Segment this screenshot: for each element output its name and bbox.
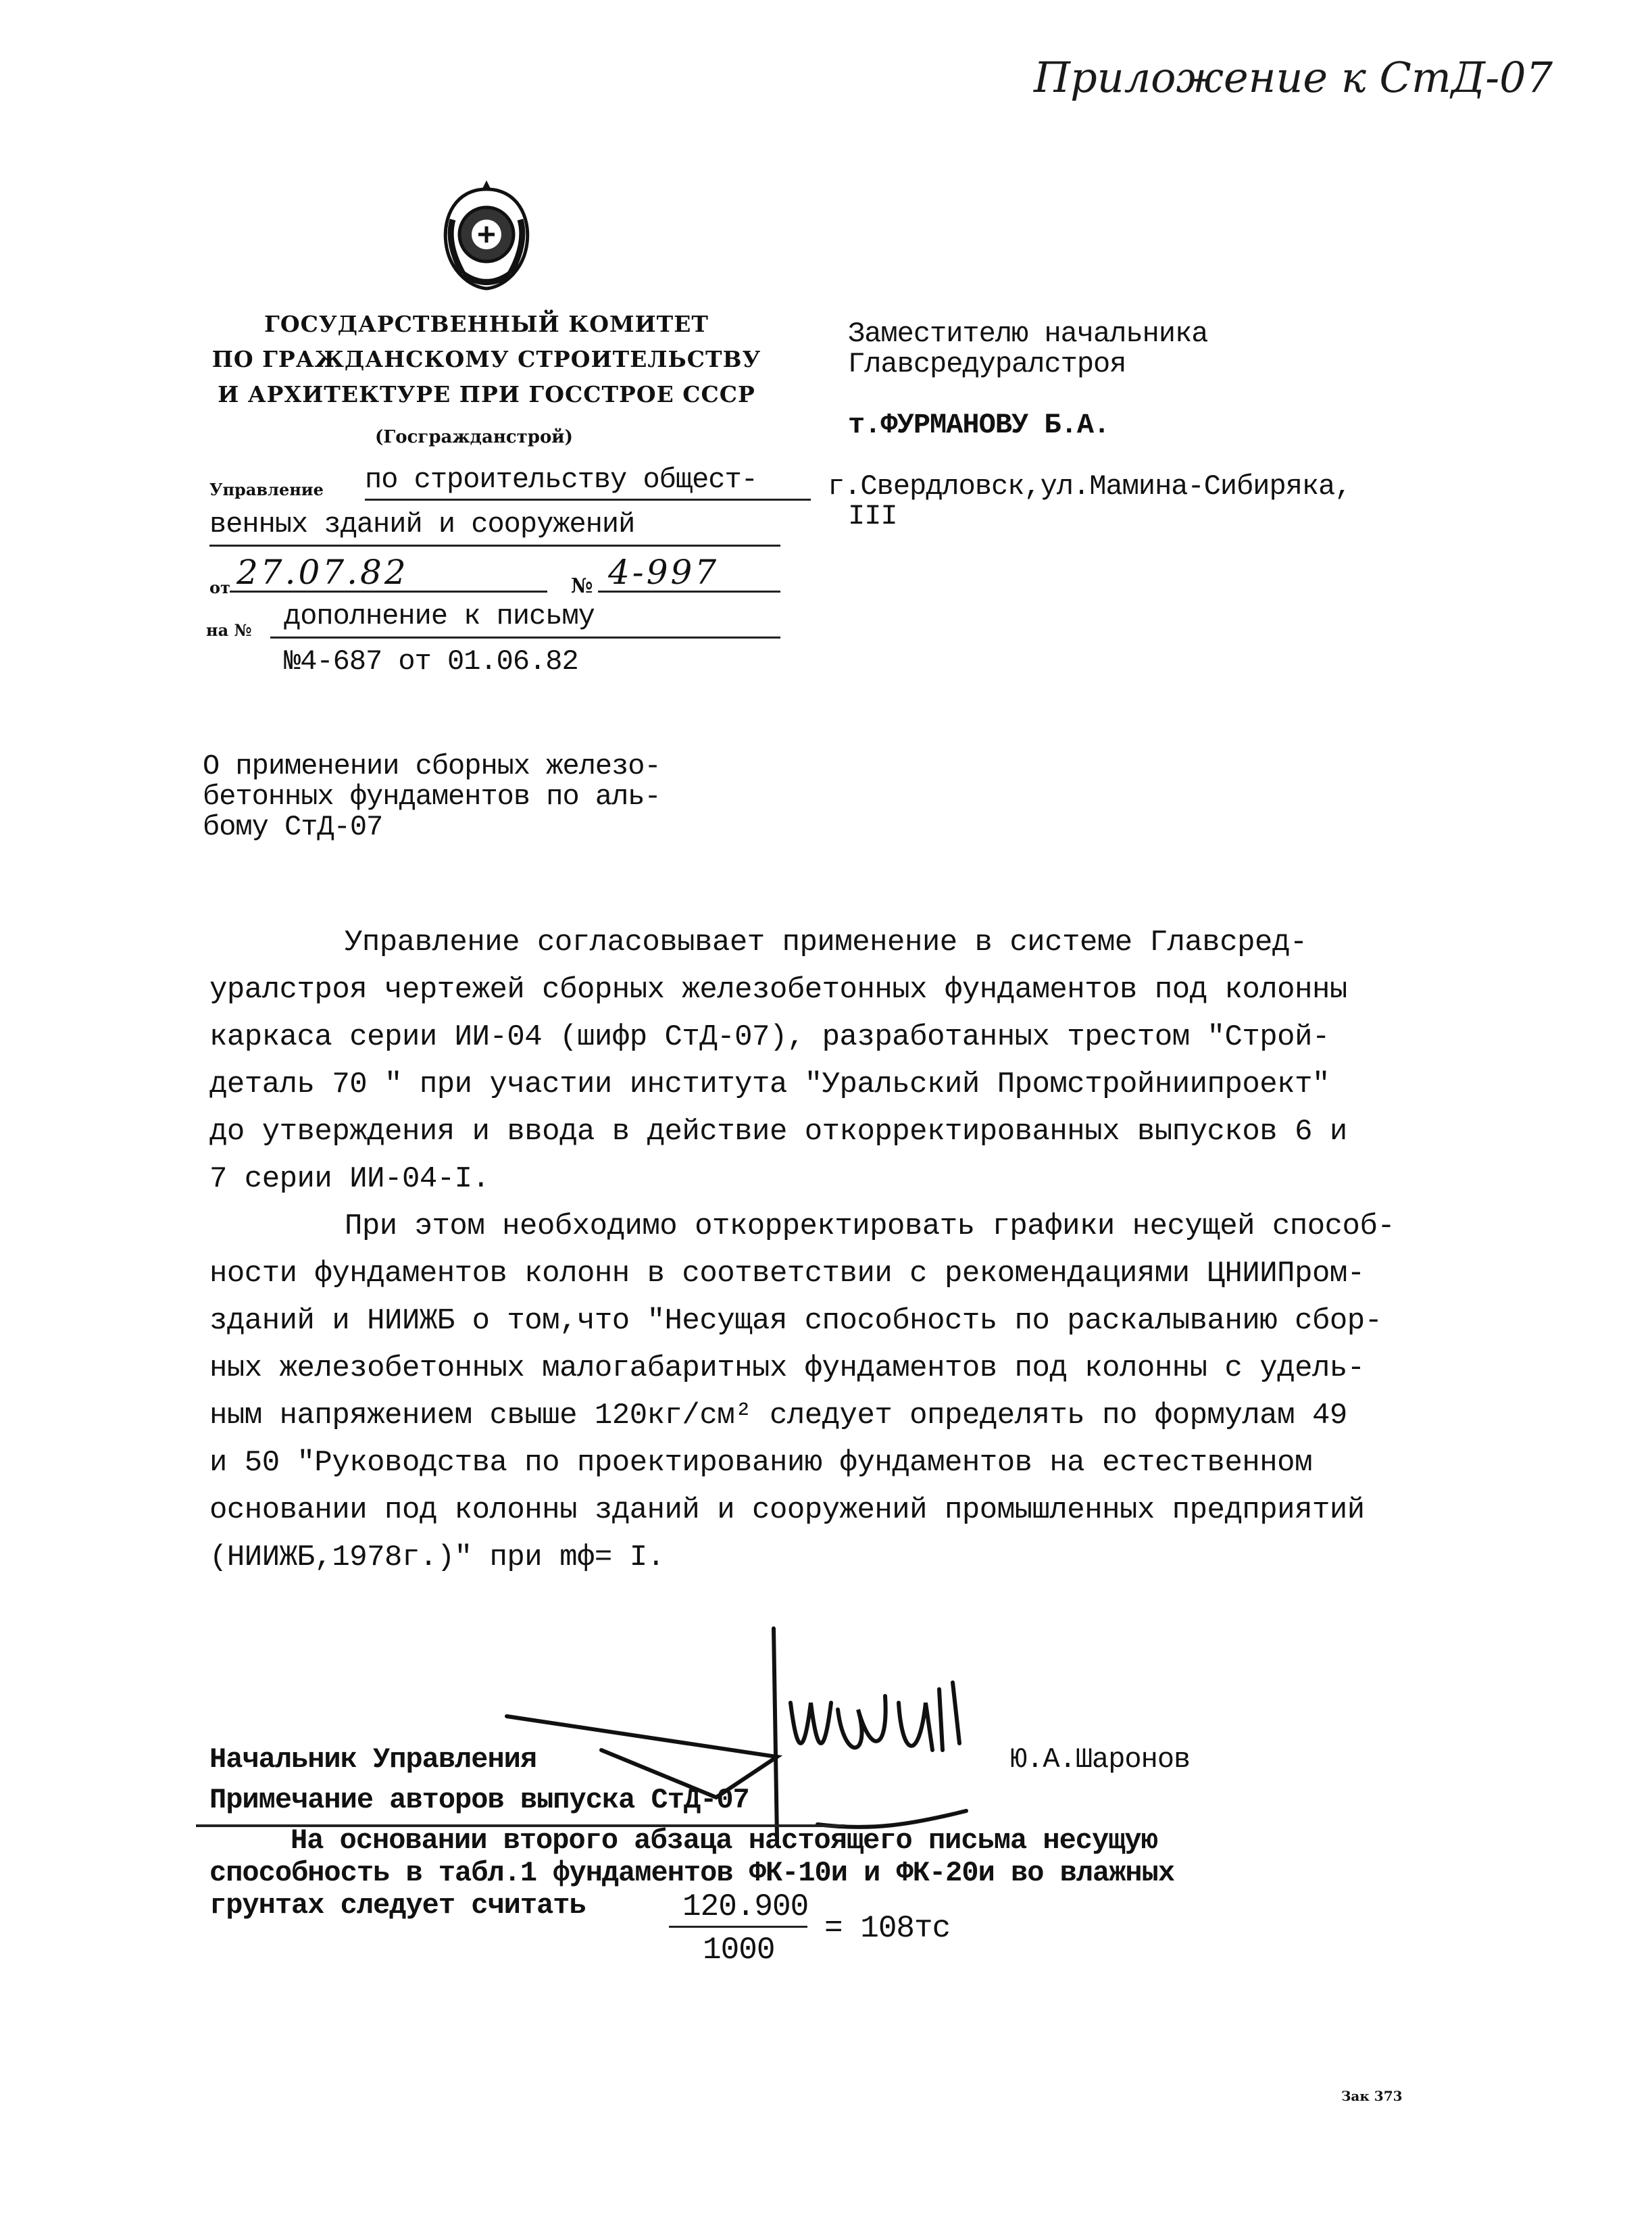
recipient-name: т.ФУРМАНОВУ Б.А. <box>848 409 1110 441</box>
subject-line-2: бетонных фундаментов по аль- <box>203 780 661 813</box>
body-line: 7 серии ИИ-04-I. <box>209 1162 490 1196</box>
body-line: до утверждения и ввода в действие откорректированных выпусков 6 и <box>209 1115 1347 1149</box>
department-line-2: венных зданий и сооружений <box>209 508 635 541</box>
reply-line-2: №4-687 от 01.06.82 <box>284 645 578 678</box>
body-line: деталь 70 " при участии института "Уральский Промстройниипроект" <box>209 1068 1330 1101</box>
recipient-address-1: г.Свердловск,ул.Мамина-Сибиряка, <box>828 470 1351 503</box>
date-underline <box>230 591 547 593</box>
letter-number: 4-997 <box>608 553 720 592</box>
body-line: ным напряжением свыше 120кг/см² следует определять по формулам 49 <box>209 1399 1347 1432</box>
reply-underline-1 <box>270 637 780 639</box>
recipient-line-2: Главсредуралстроя <box>848 348 1126 380</box>
body-line: Управление согласовывает применение в системе Главсред- <box>345 926 1307 959</box>
body-line: ности фундаментов колонн в соответствии с рекомендациями ЦНИИПром- <box>209 1257 1365 1291</box>
signatory-position: Начальник Управления <box>209 1743 537 1776</box>
recipient-address-2: III <box>848 500 897 532</box>
sender-org <box>196 311 777 416</box>
state-emblem-icon <box>432 179 541 294</box>
body-line: При этом необходимо откорректировать графики несущей способ- <box>345 1210 1395 1243</box>
note-line: грунтах следует считать <box>209 1889 586 1922</box>
recipient-line-1: Заместителю начальника <box>848 318 1208 350</box>
department-label: Управление <box>209 480 324 499</box>
note-title: Примечание авторов выпуска СтД-07 <box>209 1784 749 1816</box>
body-line: зданий и НИИЖБ о том,что "Несущая способность по раскалыванию сбор- <box>209 1304 1382 1338</box>
reply-label: на № <box>206 620 252 640</box>
org-line: И АРХИТЕКТУРЕ ПРИ ГОССТРОЕ СССР <box>218 381 755 407</box>
number-label: № <box>571 574 593 598</box>
subject-line-3: бому СтД-07 <box>203 811 383 843</box>
org-short-name: (Госгражданстрой) <box>375 427 573 447</box>
footer-code: Зак 373 <box>1341 2088 1403 2104</box>
body-line: основании под колонны зданий и сооружений промышленных предприятий <box>209 1493 1365 1527</box>
body-line: и 50 "Руководства по проектированию фундаментов на естественном <box>209 1446 1312 1480</box>
body-line: каркаса серии ИИ-04 (шифр СтД-07), разработанных трестом "Строй- <box>209 1020 1330 1054</box>
number-underline <box>598 591 780 593</box>
org-line: ГОСУДАРСТВЕННЫЙ КОМИТЕТ <box>264 311 709 337</box>
signatory-name: Ю.А.Шаронов <box>1010 1743 1191 1776</box>
note-line: способность в табл.1 фундаментов ФК-10и и ФК-20и во влажных <box>209 1857 1175 1889</box>
fraction-bar <box>669 1926 807 1928</box>
org-line: ПО ГРАЖДАНСКОМУ СТРОИТЕЛЬСТВУ <box>211 346 761 372</box>
fraction-denominator: 1000 <box>703 1933 775 1968</box>
reply-line-1: дополнение к письму <box>284 600 595 632</box>
note-line: На основании второго абзаца настоящего письма несущую <box>291 1824 1157 1857</box>
body-line: ных железобетонных малогабаритных фундаментов под колонны с удель- <box>209 1351 1365 1385</box>
fraction-numerator: 120.900 <box>682 1889 809 1924</box>
fraction-result: = 108тс <box>824 1911 951 1946</box>
body-line: (НИИЖБ,1978г.)" при mф= I. <box>209 1541 665 1574</box>
date-label: от <box>209 578 230 597</box>
department-underline-1 <box>365 499 811 501</box>
appendix-annotation: Приложение к СтД-07 <box>1034 53 1553 102</box>
body-line: уралстроя чертежей сборных железобетонных фундаментов под колонны <box>209 973 1347 1007</box>
letter-date: 27.07.82 <box>236 553 409 592</box>
subject-line-1: О применении сборных железо- <box>203 750 661 782</box>
department-underline-2 <box>209 545 780 547</box>
department-line-1: по строительству общест- <box>365 464 757 496</box>
